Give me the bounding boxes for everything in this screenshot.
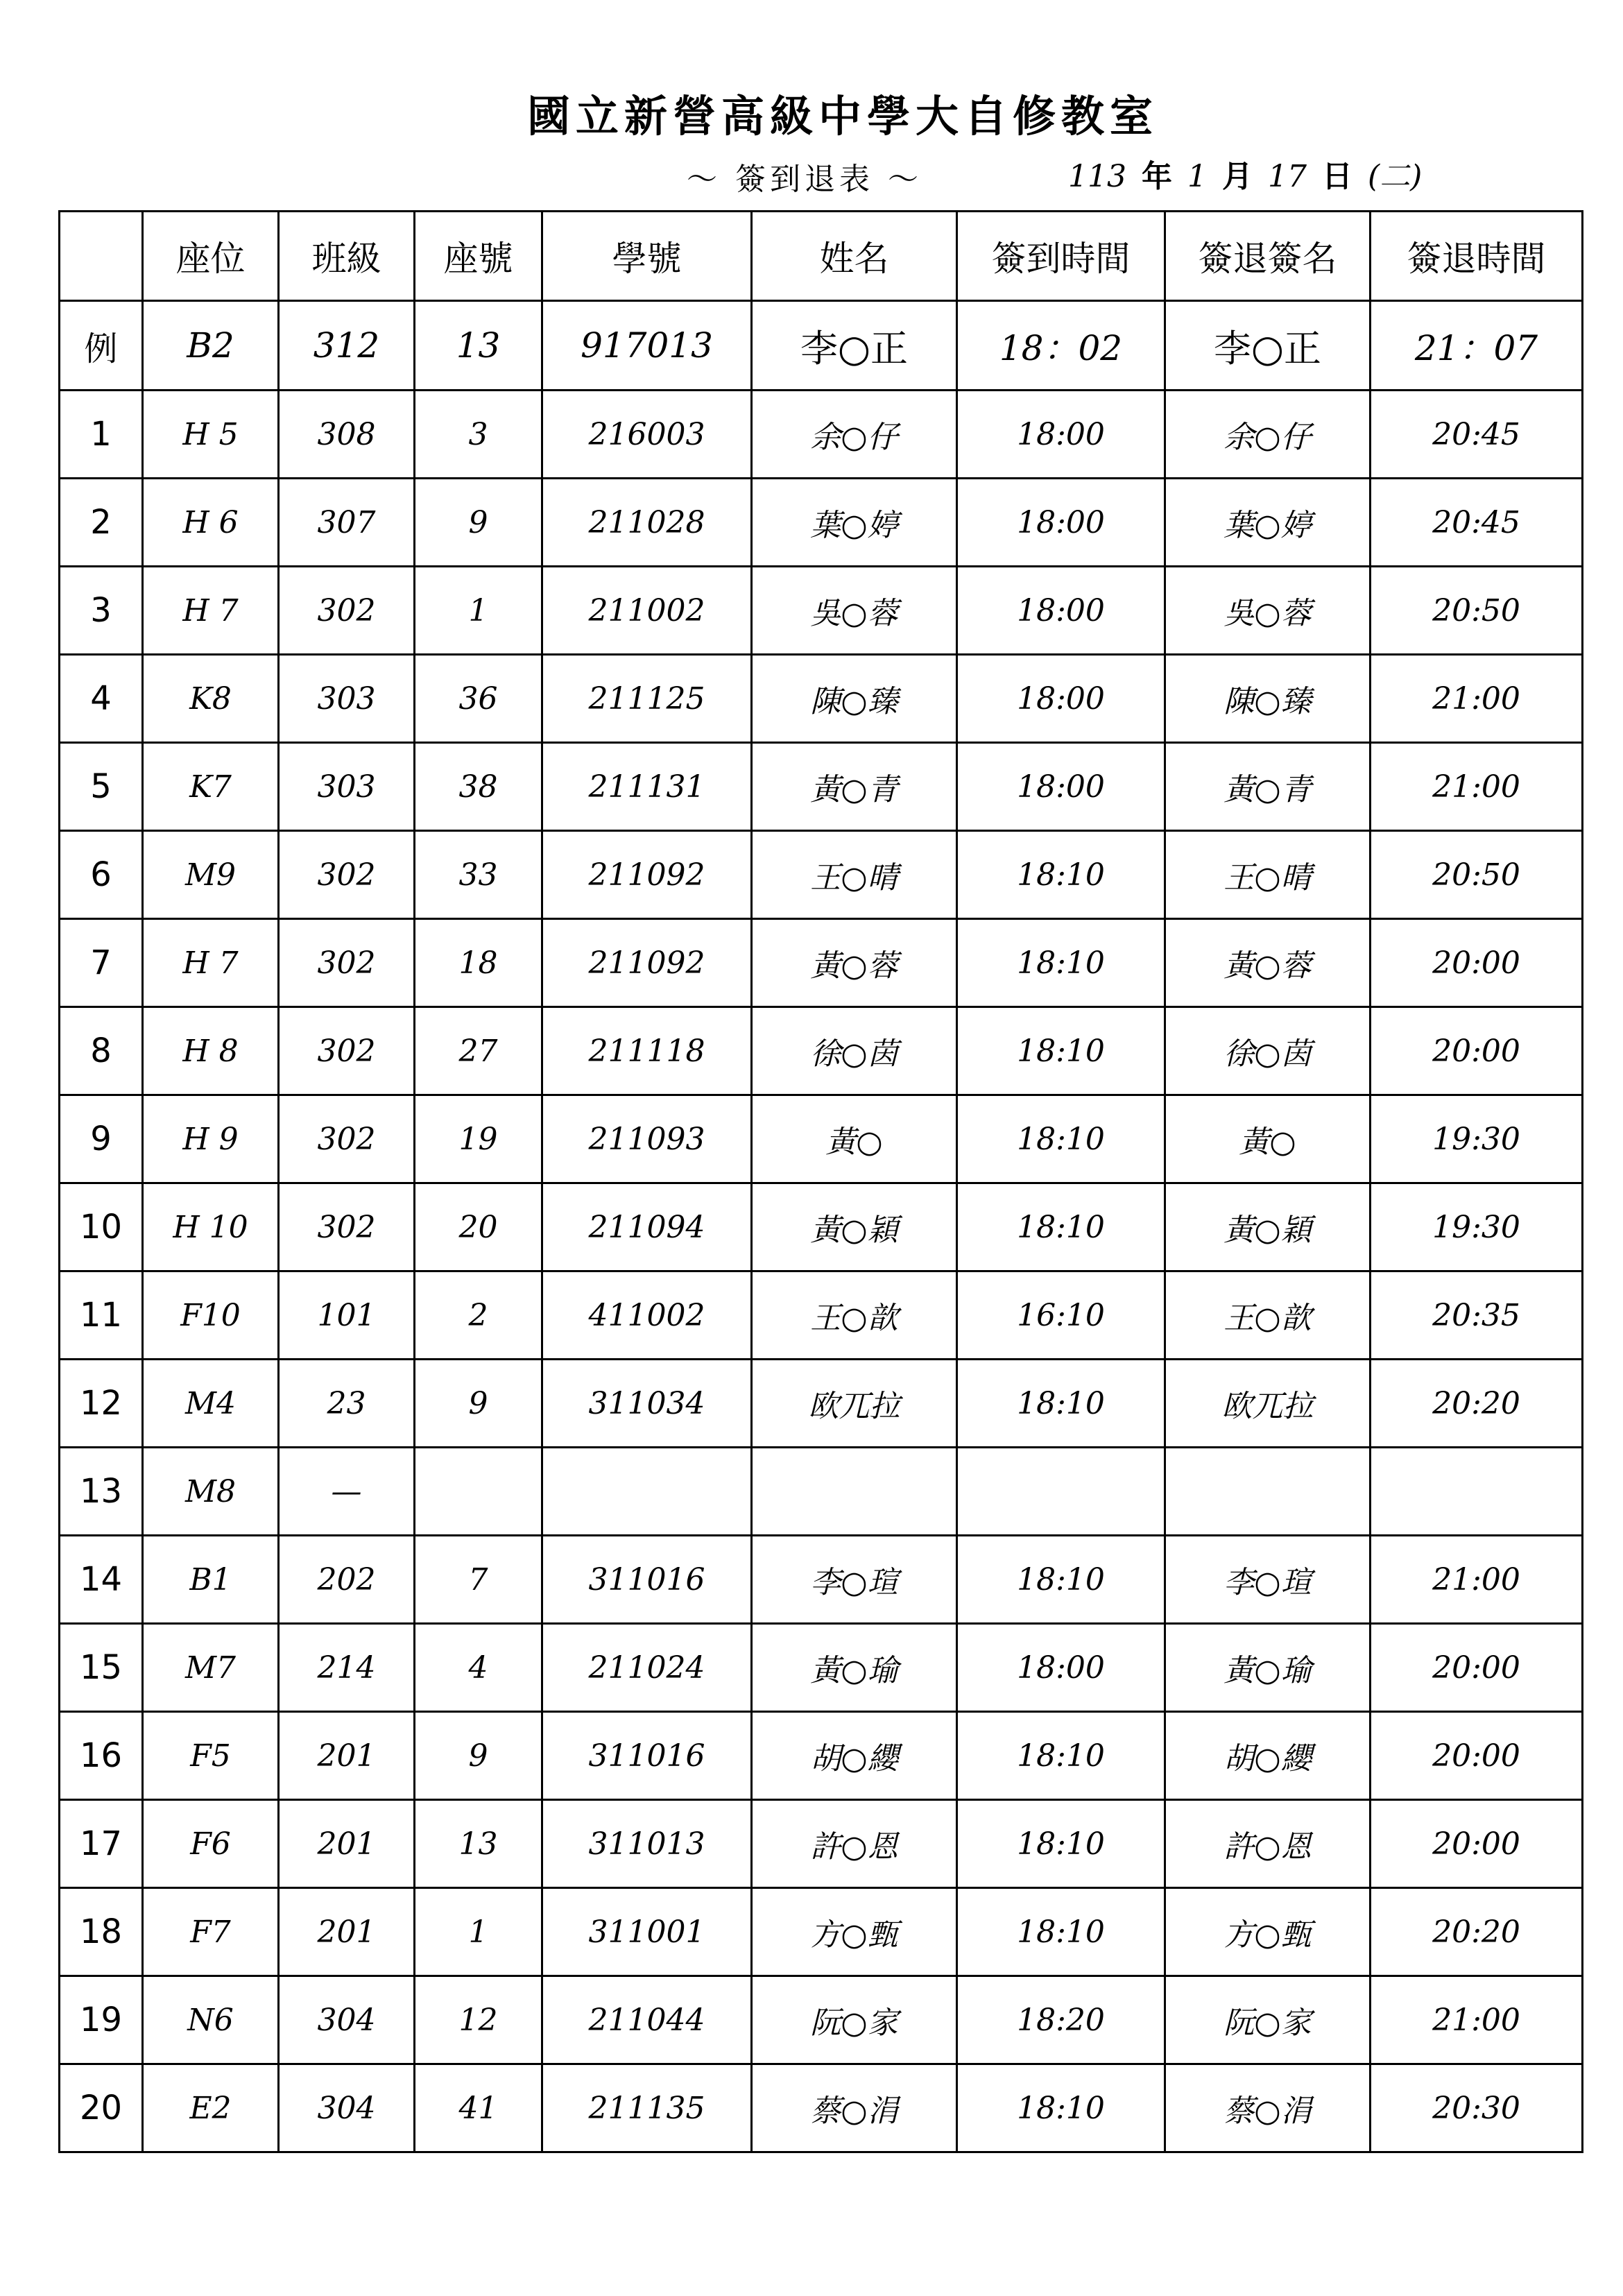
row-student-id: 211093 <box>542 1095 752 1183</box>
example-checkout-time: 21：07 <box>1371 301 1583 391</box>
row-seat-number: 19 <box>415 1095 542 1183</box>
row-checkout-signature: 王○晴 <box>1165 831 1371 919</box>
form-title: 國立新營高級中學大自修教室 <box>527 91 1159 142</box>
row-seat-number: 4 <box>415 1624 542 1712</box>
row-checkout-signature: 黃○穎 <box>1165 1183 1371 1271</box>
example-class: 312 <box>279 301 415 391</box>
row-student-id: 311001 <box>542 1888 752 1976</box>
row-number: 19 <box>60 1976 143 2064</box>
row-seat: F10 <box>143 1271 279 1360</box>
example-name: 李○正 <box>752 301 957 391</box>
date-year-label: 年 <box>1141 159 1172 194</box>
row-checkout-signature: 蔡○涓 <box>1165 2064 1371 2152</box>
row-class: 201 <box>279 1888 415 1976</box>
row-checkout-signature: 王○歆 <box>1165 1271 1371 1360</box>
example-student-id: 917013 <box>542 301 752 391</box>
row-checkin-time: 18:00 <box>957 567 1165 655</box>
row-student-id: 211028 <box>542 479 752 567</box>
form-date <box>1068 151 1422 196</box>
row-seat: H 9 <box>143 1095 279 1183</box>
row-student-id: 211092 <box>542 831 752 919</box>
row-number: 13 <box>60 1448 143 1536</box>
row-checkout-time: 20:50 <box>1371 567 1583 655</box>
row-number: 14 <box>60 1536 143 1624</box>
row-class: 201 <box>279 1712 415 1800</box>
row-seat: B1 <box>143 1536 279 1624</box>
row-checkout-signature: 黃○蓉 <box>1165 919 1371 1007</box>
row-seat-number: 9 <box>415 479 542 567</box>
row-class: 202 <box>279 1536 415 1624</box>
row-class: 302 <box>279 567 415 655</box>
row-student-id: 211118 <box>542 1007 752 1095</box>
row-checkin-time: 18:20 <box>957 1976 1165 2064</box>
row-student-id: 211131 <box>542 743 752 831</box>
row-seat-number <box>415 1448 542 1536</box>
row-name: 方○甄 <box>752 1888 957 1976</box>
row-checkout-signature: 吳○蓉 <box>1165 567 1371 655</box>
row-class: 307 <box>279 479 415 567</box>
example-seat: B2 <box>143 301 279 391</box>
row-student-id: 411002 <box>542 1271 752 1360</box>
col-header-student-id: 學號 <box>542 212 752 301</box>
row-name: 蔡○涓 <box>752 2064 957 2152</box>
row-checkout-time: 20:45 <box>1371 479 1583 567</box>
row-seat-number: 3 <box>415 391 542 479</box>
row-seat: N6 <box>143 1976 279 2064</box>
row-checkout-signature: 許○恩 <box>1165 1800 1371 1888</box>
table-row <box>60 2064 1583 2152</box>
col-header-checkin-time: 簽到時間 <box>957 212 1165 301</box>
row-checkin-time: 18:10 <box>957 919 1165 1007</box>
row-number: 8 <box>60 1007 143 1095</box>
row-checkout-time: 20:45 <box>1371 391 1583 479</box>
date-year: 113 <box>1068 159 1126 194</box>
row-class: 214 <box>279 1624 415 1712</box>
row-checkout-time: 20:00 <box>1371 1800 1583 1888</box>
row-number: 11 <box>60 1271 143 1360</box>
row-student-id: 211135 <box>542 2064 752 2152</box>
row-name: 黃○蓉 <box>752 919 957 1007</box>
row-checkin-time: 18:10 <box>957 1360 1165 1448</box>
header-row <box>60 212 1583 301</box>
row-checkin-time: 18:00 <box>957 655 1165 743</box>
row-seat-number: 7 <box>415 1536 542 1624</box>
row-number: 3 <box>60 567 143 655</box>
row-class: 302 <box>279 1007 415 1095</box>
table-row <box>60 1976 1583 2064</box>
row-name: 黃○瑜 <box>752 1624 957 1712</box>
row-checkout-signature <box>1165 1448 1371 1536</box>
row-number: 10 <box>60 1183 143 1271</box>
row-seat: K7 <box>143 743 279 831</box>
row-number: 7 <box>60 919 143 1007</box>
row-checkin-time: 18:00 <box>957 743 1165 831</box>
row-checkin-time: 18:10 <box>957 1007 1165 1095</box>
row-seat: M8 <box>143 1448 279 1536</box>
example-number: 13 <box>415 301 542 391</box>
row-number: 2 <box>60 479 143 567</box>
table-row <box>60 1888 1583 1976</box>
row-checkout-time: 21:00 <box>1371 1976 1583 2064</box>
table-row <box>60 919 1583 1007</box>
row-name: 王○晴 <box>752 831 957 919</box>
row-seat-number: 38 <box>415 743 542 831</box>
row-class: 302 <box>279 1183 415 1271</box>
table-row <box>60 1536 1583 1624</box>
row-seat: F6 <box>143 1800 279 1888</box>
row-seat: H 10 <box>143 1183 279 1271</box>
row-checkout-time: 21:00 <box>1371 1536 1583 1624</box>
col-header-seat: 座位 <box>143 212 279 301</box>
row-number: 16 <box>60 1712 143 1800</box>
row-class: 302 <box>279 1095 415 1183</box>
row-number: 20 <box>60 2064 143 2152</box>
row-checkin-time: 18:10 <box>957 1095 1165 1183</box>
row-name: 王○歆 <box>752 1271 957 1360</box>
row-seat-number: 41 <box>415 2064 542 2152</box>
table-row <box>60 743 1583 831</box>
row-name: 黃○ <box>752 1095 957 1183</box>
row-checkout-signature: 李○瑄 <box>1165 1536 1371 1624</box>
row-seat: H 6 <box>143 479 279 567</box>
row-checkin-time: 18:10 <box>957 831 1165 919</box>
table-row <box>60 1360 1583 1448</box>
row-checkout-time: 20:50 <box>1371 831 1583 919</box>
row-seat-number: 18 <box>415 919 542 1007</box>
table-row <box>60 831 1583 919</box>
row-seat-number: 9 <box>415 1712 542 1800</box>
row-number: 17 <box>60 1800 143 1888</box>
row-checkout-signature: 方○甄 <box>1165 1888 1371 1976</box>
example-label: 例 <box>60 301 143 391</box>
row-checkin-time: 18:10 <box>957 1800 1165 1888</box>
row-student-id <box>542 1448 752 1536</box>
table-row <box>60 1095 1583 1183</box>
row-name: 余○仔 <box>752 391 957 479</box>
row-checkout-time: 20:20 <box>1371 1360 1583 1448</box>
table-row <box>60 567 1583 655</box>
row-class: 201 <box>279 1800 415 1888</box>
row-number: 18 <box>60 1888 143 1976</box>
row-checkout-signature: 余○仔 <box>1165 391 1371 479</box>
row-checkin-time: 18:10 <box>957 1536 1165 1624</box>
row-name: 欧兀拉 <box>752 1360 957 1448</box>
row-checkout-time <box>1371 1448 1583 1536</box>
col-header-checkout-time: 簽退時間 <box>1371 212 1583 301</box>
row-student-id: 211024 <box>542 1624 752 1712</box>
row-checkout-time: 20:30 <box>1371 2064 1583 2152</box>
row-student-id: 216003 <box>542 391 752 479</box>
table-row <box>60 1183 1583 1271</box>
row-seat: K8 <box>143 655 279 743</box>
row-student-id: 311016 <box>542 1536 752 1624</box>
table-row <box>60 1007 1583 1095</box>
row-number: 5 <box>60 743 143 831</box>
row-checkout-time: 20:00 <box>1371 1624 1583 1712</box>
row-number: 12 <box>60 1360 143 1448</box>
row-checkout-signature: 陳○臻 <box>1165 655 1371 743</box>
row-number: 4 <box>60 655 143 743</box>
row-name: 陳○臻 <box>752 655 957 743</box>
row-name <box>752 1448 957 1536</box>
row-checkout-signature: 葉○婷 <box>1165 479 1371 567</box>
row-name: 胡○纓 <box>752 1712 957 1800</box>
row-student-id: 311013 <box>542 1800 752 1888</box>
date-month: 1 <box>1187 159 1207 194</box>
row-seat-number: 9 <box>415 1360 542 1448</box>
row-class: 23 <box>279 1360 415 1448</box>
col-header-checkout-signature: 簽退簽名 <box>1165 212 1371 301</box>
col-header-class: 班級 <box>279 212 415 301</box>
date-day: 17 <box>1267 159 1307 194</box>
row-seat: H 8 <box>143 1007 279 1095</box>
row-seat: M9 <box>143 831 279 919</box>
row-seat-number: 36 <box>415 655 542 743</box>
table-row <box>60 479 1583 567</box>
row-checkin-time: 18:00 <box>957 391 1165 479</box>
row-checkout-time: 21:00 <box>1371 655 1583 743</box>
row-name: 李○瑄 <box>752 1536 957 1624</box>
row-checkout-time: 20:20 <box>1371 1888 1583 1976</box>
row-seat-number: 13 <box>415 1800 542 1888</box>
row-student-id: 211044 <box>542 1976 752 2064</box>
row-class: 304 <box>279 2064 415 2152</box>
row-checkout-time: 20:00 <box>1371 1007 1583 1095</box>
row-name: 吳○蓉 <box>752 567 957 655</box>
col-header-number: 座號 <box>415 212 542 301</box>
table-row <box>60 1712 1583 1800</box>
row-seat-number: 33 <box>415 831 542 919</box>
row-checkout-time: 20:00 <box>1371 1712 1583 1800</box>
row-seat: E2 <box>143 2064 279 2152</box>
row-class: 302 <box>279 831 415 919</box>
row-number: 1 <box>60 391 143 479</box>
row-checkout-time: 20:35 <box>1371 1271 1583 1360</box>
row-seat-number: 27 <box>415 1007 542 1095</box>
row-checkin-time: 18:10 <box>957 2064 1165 2152</box>
row-checkout-time: 19:30 <box>1371 1095 1583 1183</box>
row-student-id: 211094 <box>542 1183 752 1271</box>
row-checkin-time: 18:00 <box>957 1624 1165 1712</box>
row-seat: F7 <box>143 1888 279 1976</box>
row-seat: F5 <box>143 1712 279 1800</box>
row-seat-number: 1 <box>415 567 542 655</box>
row-number: 6 <box>60 831 143 919</box>
row-student-id: 211125 <box>542 655 752 743</box>
row-name: 黃○穎 <box>752 1183 957 1271</box>
row-name: 葉○婷 <box>752 479 957 567</box>
row-class: 302 <box>279 919 415 1007</box>
row-checkout-time: 19:30 <box>1371 1183 1583 1271</box>
row-class: — <box>279 1448 415 1536</box>
row-checkin-time: 18:10 <box>957 1183 1165 1271</box>
row-student-id: 311016 <box>542 1712 752 1800</box>
row-checkout-signature: 欧兀拉 <box>1165 1360 1371 1448</box>
row-checkout-signature: 胡○纓 <box>1165 1712 1371 1800</box>
row-name: 許○恩 <box>752 1800 957 1888</box>
table-row <box>60 1624 1583 1712</box>
row-seat: M7 <box>143 1624 279 1712</box>
row-seat-number: 1 <box>415 1888 542 1976</box>
row-class: 101 <box>279 1271 415 1360</box>
example-row <box>60 301 1583 391</box>
row-number: 9 <box>60 1095 143 1183</box>
row-class: 303 <box>279 743 415 831</box>
table-row <box>60 1271 1583 1360</box>
example-checkout-signature: 李○正 <box>1165 301 1371 391</box>
row-checkout-time: 21:00 <box>1371 743 1583 831</box>
row-seat-number: 12 <box>415 1976 542 2064</box>
table-row <box>60 1800 1583 1888</box>
date-month-label: 月 <box>1221 159 1253 194</box>
row-checkout-signature: 黃○ <box>1165 1095 1371 1183</box>
row-checkout-time: 20:00 <box>1371 919 1583 1007</box>
row-class: 304 <box>279 1976 415 2064</box>
example-checkin-time: 18：02 <box>957 301 1165 391</box>
row-class: 303 <box>279 655 415 743</box>
row-checkout-signature: 徐○茵 <box>1165 1007 1371 1095</box>
table-row <box>60 655 1583 743</box>
row-number: 15 <box>60 1624 143 1712</box>
table-row <box>60 391 1583 479</box>
row-student-id: 211002 <box>542 567 752 655</box>
row-checkin-time: 18:10 <box>957 1712 1165 1800</box>
row-checkin-time: 18:00 <box>957 479 1165 567</box>
row-name: 徐○茵 <box>752 1007 957 1095</box>
row-seat: M4 <box>143 1360 279 1448</box>
signin-table <box>58 210 1583 2153</box>
row-checkout-signature: 阮○家 <box>1165 1976 1371 2064</box>
row-name: 阮○家 <box>752 1976 957 2064</box>
row-seat-number: 2 <box>415 1271 542 1360</box>
date-weekday: (二) <box>1367 159 1423 194</box>
row-seat-number: 20 <box>415 1183 542 1271</box>
row-checkin-time: 16:10 <box>957 1271 1165 1360</box>
form-subtitle: ～ 簽到退表 ～ <box>687 162 922 197</box>
row-student-id: 211092 <box>542 919 752 1007</box>
row-name: 黃○青 <box>752 743 957 831</box>
table-row <box>60 1448 1583 1536</box>
row-seat: H 7 <box>143 919 279 1007</box>
col-header-name: 姓名 <box>752 212 957 301</box>
date-day-label: 日 <box>1321 159 1352 194</box>
row-checkout-signature: 黃○青 <box>1165 743 1371 831</box>
row-checkin-time <box>957 1448 1165 1536</box>
row-checkout-signature: 黃○瑜 <box>1165 1624 1371 1712</box>
row-student-id: 311034 <box>542 1360 752 1448</box>
row-class: 308 <box>279 391 415 479</box>
row-seat: H 7 <box>143 567 279 655</box>
row-checkin-time: 18:10 <box>957 1888 1165 1976</box>
row-seat: H 5 <box>143 391 279 479</box>
col-header-index <box>60 212 143 301</box>
